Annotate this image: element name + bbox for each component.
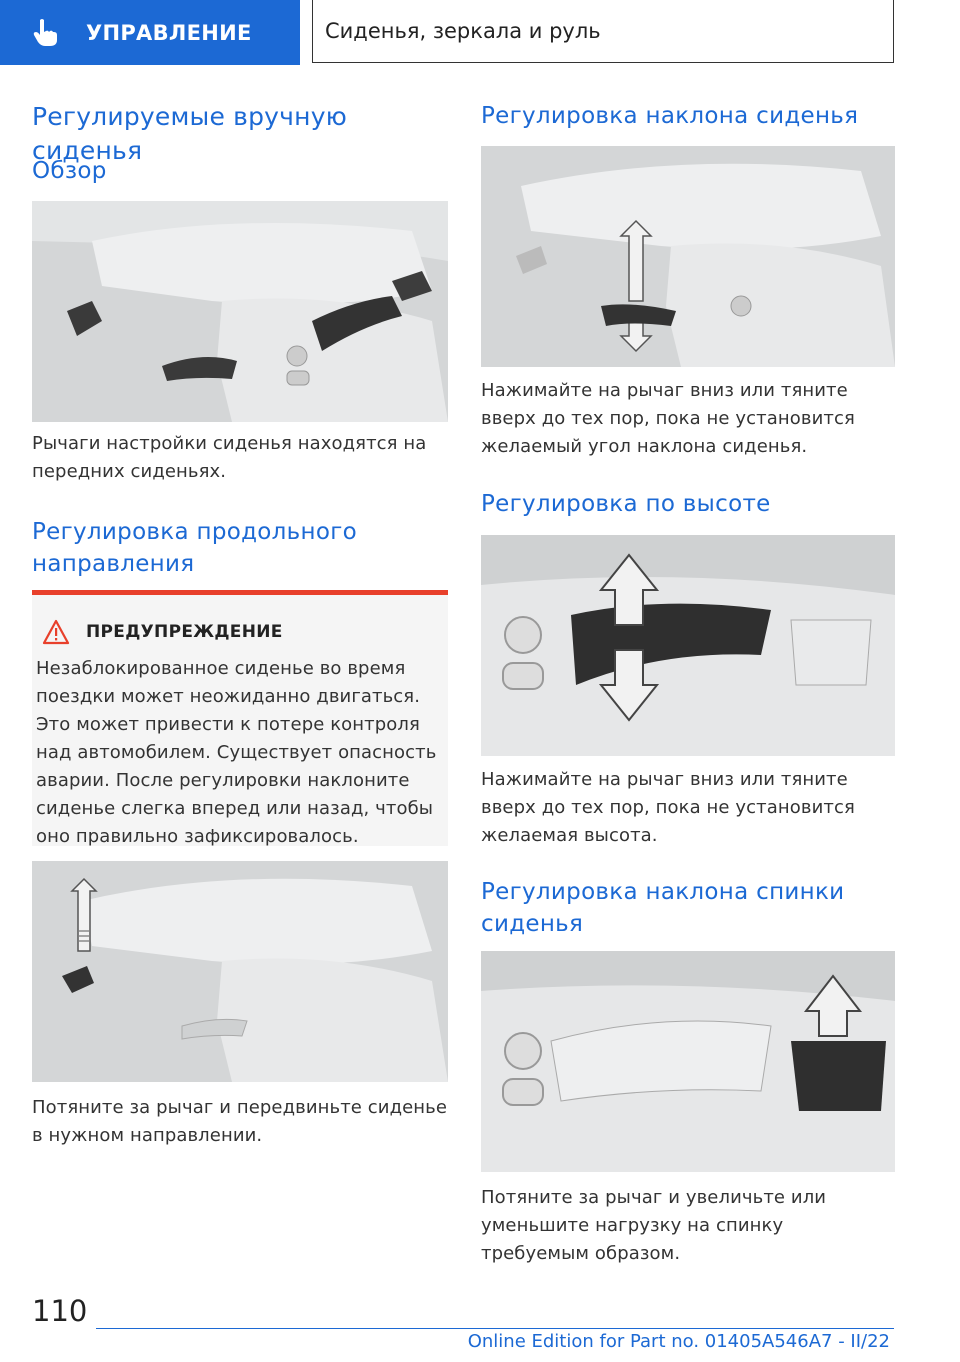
hand-pointer-icon (32, 18, 60, 48)
warning-box (32, 590, 448, 846)
footer-edition-link[interactable]: Online Edition for Part no. 01405A546A7 - II/22 (467, 1331, 890, 1352)
seat-levers-overview-illustration (32, 201, 448, 422)
backrest-caption: Потяните за рычаг и увеличьте или уменьшите нагрузку на спинку требуемым образом. (481, 1187, 827, 1264)
warning-triangle-icon (42, 619, 70, 645)
chapter-label: Сиденья, зеркала и руль (325, 19, 601, 43)
section-label: УПРАВЛЕНИЕ (86, 20, 252, 45)
seat-tilt-illustration (481, 146, 895, 367)
tilt-heading: Регулировка наклона сиденья (481, 103, 859, 129)
longitudinal-caption: Потяните за рычаг и передвиньте сиденье в нужном направлении. (32, 1097, 448, 1146)
height-caption: Нажимайте на рычаг вниз или тяните вверх до тех пор, пока не установится желаемая высота. (481, 769, 855, 846)
backrest-heading: Регулировка наклона спинки сиденья (481, 879, 845, 937)
page-number: 110 (32, 1294, 88, 1328)
section-tab[interactable] (0, 0, 300, 65)
longitudinal-adjust-illustration (32, 861, 448, 1082)
longitudinal-heading: Регулировка продольного направления (32, 519, 357, 577)
seat-height-illustration (481, 535, 895, 756)
footer-divider (96, 1328, 894, 1329)
warning-title: ПРЕДУПРЕЖДЕНИЕ (86, 622, 283, 642)
overview-heading: Обзор (32, 158, 107, 184)
tilt-caption: Нажимайте на рычаг вниз или тяните вверх до тех пор, пока не установится желаемый угол наклона сиденья. (481, 380, 855, 457)
overview-caption: Рычаги настройки сиденья находятся на передних сиденьях. (32, 433, 427, 482)
height-heading: Регулировка по высоте (481, 491, 771, 517)
warning-text: Незаблокированное сиденье во время поездки может неожиданно двигаться. Это может привести к потере контроля над автомобилем. Существует опасность аварии. После регулировки наклоните сиденье слегка вперед или назад, чтобы оно правильно зафиксировалось. (36, 658, 437, 847)
chapter-tab[interactable] (312, 0, 894, 63)
page-title: Регулируемые вручную сиденья (32, 102, 347, 165)
backrest-tilt-illustration (481, 951, 895, 1172)
